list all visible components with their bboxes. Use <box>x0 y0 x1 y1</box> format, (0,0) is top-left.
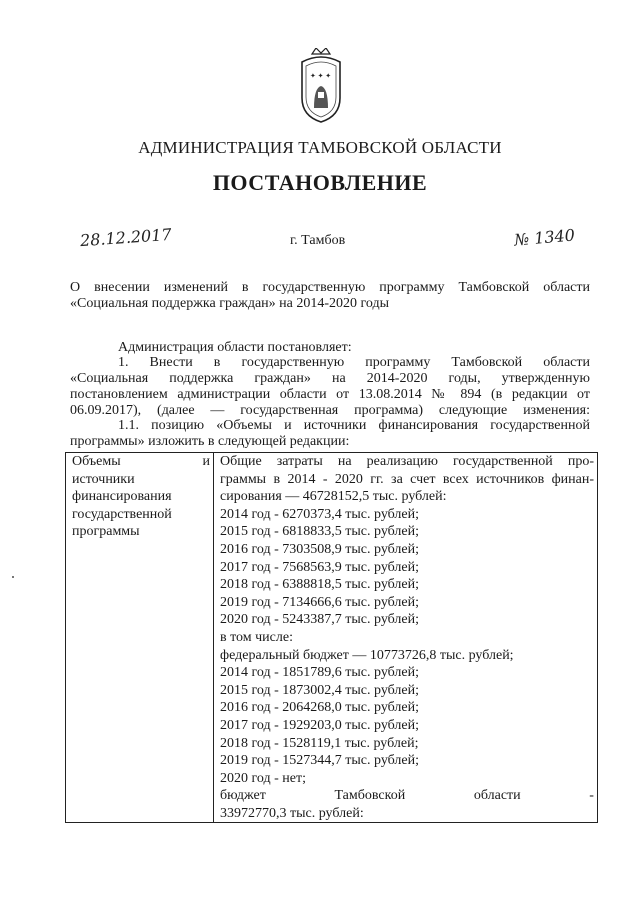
regional-word: бюджет <box>220 788 266 804</box>
subject-line: О внесении изменений в государственную программу Тамбовской области <box>70 280 590 295</box>
label-line: государственной <box>72 506 172 522</box>
intro-paragraph <box>118 340 588 356</box>
year-line: 2018 год - 1528119,1 тыс. рублей; <box>220 735 419 751</box>
paragraph-line: постановлением администрации области от 13.08.2014 № 894 (в редакции от <box>70 387 590 402</box>
federal-line: федеральный бюджет — 10773726,8 тыс. рублей; <box>220 647 514 663</box>
document-city: г. Тамбов <box>290 233 346 248</box>
document-number: № 1340 <box>513 225 576 250</box>
document-date: 28.12.2017 <box>79 224 173 251</box>
paragraph-1 <box>70 355 590 419</box>
total-line: сирования — 46728152,5 тыс. рублей: <box>220 489 447 505</box>
year-line: 2014 год - 6270373,4 тыс. рублей; <box>220 506 420 522</box>
including-line: в том числе: <box>220 629 293 645</box>
year-line: 2020 год - нет; <box>220 770 306 786</box>
regional-word: Тамбовской <box>334 788 406 804</box>
regional-word: области <box>473 788 521 804</box>
svg-text:✦ ✦ ✦: ✦ ✦ ✦ <box>310 72 332 80</box>
total-line: граммы в 2014 - 2020 гг. за счет всех источников финан- <box>220 471 594 487</box>
scan-speck <box>12 576 14 578</box>
year-line: 2019 год - 1527344,7 тыс. рублей; <box>220 753 420 769</box>
regional-word: - <box>589 788 594 804</box>
year-line: 2019 год - 7134666,6 тыс. рублей; <box>220 594 420 610</box>
year-line: 2016 год - 7303508,9 тыс. рублей; <box>220 541 420 557</box>
intro-line: Администрация области постановляет: <box>118 340 352 355</box>
label-line: программы <box>72 524 140 540</box>
year-line: 2020 год - 5243387,7 тыс. рублей; <box>220 612 420 628</box>
table-row <box>66 453 598 823</box>
funding-table <box>65 452 598 823</box>
year-line: 2017 год - 1929203,0 тыс. рублей; <box>220 717 420 733</box>
total-line: Общие затраты на реализацию государственной про- <box>220 454 594 469</box>
paragraph-1-1 <box>70 418 590 450</box>
year-line: 2016 год - 2064268,0 тыс. рублей; <box>220 700 420 716</box>
document-type: ПОСТАНОВЛЕНИЕ <box>212 170 428 195</box>
label-line: источники <box>72 471 135 487</box>
coat-of-arms-icon <box>296 48 346 124</box>
year-line: 2015 год - 6818833,5 тыс. рублей; <box>220 524 420 540</box>
regional-line <box>220 787 594 805</box>
label-word: Объемы <box>72 454 121 469</box>
document-subject <box>70 280 590 312</box>
year-line: 2018 год - 6388818,5 тыс. рублей; <box>220 577 420 593</box>
paragraph-line: 1. Внести в государственную программу Тамбовской области <box>118 355 590 370</box>
subject-line: «Социальная поддержка граждан» на 2014-2020 годы <box>70 296 390 311</box>
paragraph-line: 06.09.2017), (далее — государственная программа) следующие изменения: <box>70 403 590 418</box>
table-value-cell <box>214 453 598 823</box>
paragraph-line: «Социальная поддержка граждан» на 2014-2020 годы, утвержденную <box>70 371 590 386</box>
paragraph-line: 1.1. позицию «Объемы и источники финансирования государственной <box>118 418 590 433</box>
year-line: 2017 год - 7568563,9 тыс. рублей; <box>220 559 420 575</box>
year-line: 2014 год - 1851789,6 тыс. рублей; <box>220 665 420 681</box>
label-word: и <box>202 454 210 469</box>
year-line: 2015 год - 1873002,4 тыс. рублей; <box>220 682 420 698</box>
organization-title: АДМИНИСТРАЦИЯ ТАМБОВСКОЙ ОБЛАСТИ <box>138 138 502 157</box>
label-line: финансирования <box>72 489 172 505</box>
table-label-cell <box>66 453 214 823</box>
paragraph-line: программы» изложить в следующей редакции: <box>70 434 350 449</box>
regional-amount: 33972770,3 тыс. рублей: <box>220 805 364 821</box>
